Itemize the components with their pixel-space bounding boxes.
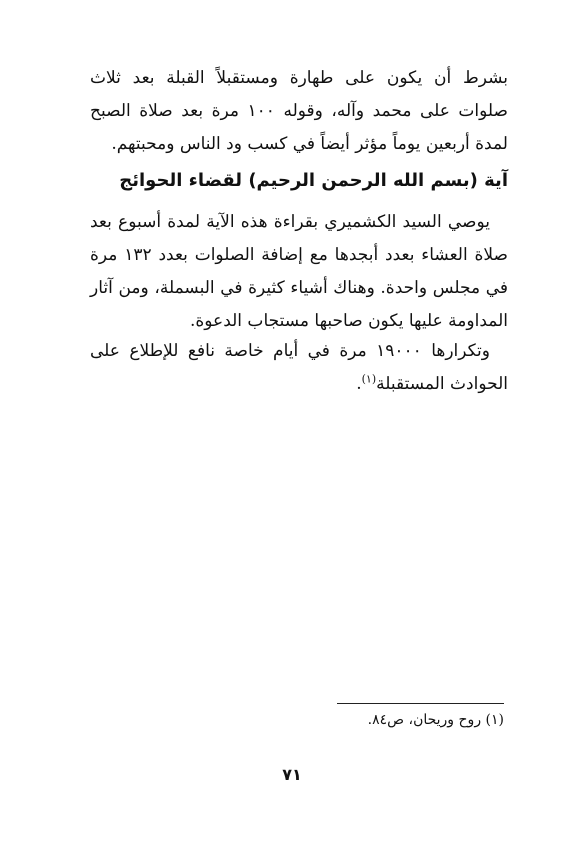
section-heading: آية (بسم الله الرحمن الرحيم) لقضاء الحوائج: [119, 170, 508, 191]
paragraph-3-body: وتكرارها ١٩٠٠٠ مرة في أيام خاصة نافع للإطلاع على الحوادث المستقبلة: [90, 341, 508, 394]
paragraph-3-end: .: [356, 374, 362, 394]
paragraph-3: [90, 335, 508, 401]
paragraph-2-text: يوصي السيد الكشميري بقراءة هذه الآية لمدة أسبوع بعد صلاة العشاء بعدد أبجدها مع إضافة الصلوات بعدد ١٣٢ مرة في مجلس واحدة. وهناك أشياء كثيرة في البسملة، ومن آثار المداومة عليها يكون صاحبها مستجاب الدعوة.: [90, 212, 508, 331]
paragraph-1-text: بشرط أن يكون على طهارة ومستقبلاً القبلة بعد ثلاث صلوات على محمد وآله، وقوله ١٠٠ مرة بعد صلاة الصبح لمدة أربعين يوماً مؤثر أيضاً في كسب ود الناس ومحبتهم.: [90, 68, 508, 154]
footnote: (١) روح وريحان، ص٨٤.: [367, 712, 504, 728]
paragraph-1: [90, 62, 508, 161]
page-number: ٧١: [282, 765, 302, 784]
footnote-divider: [337, 703, 504, 704]
paragraph-3-text: [90, 335, 508, 401]
paragraph-2: [90, 206, 508, 338]
footnote-reference[interactable]: (١): [361, 372, 377, 386]
